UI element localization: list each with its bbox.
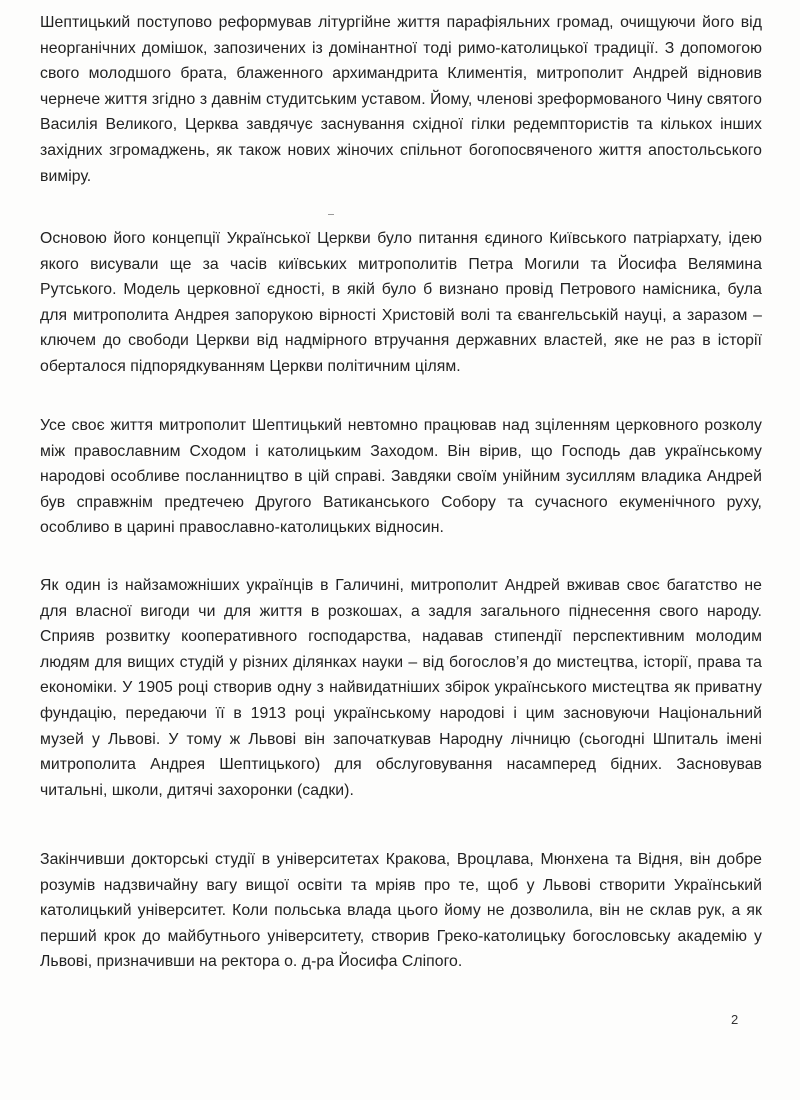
scan-mark bbox=[328, 214, 334, 215]
paragraph-3: Усе своє життя митрополит Шептицький невтомно працював над зціленням церковного розколу між православним Сходом і католицьким Заходом. Він вірив, що Господь дав українському народові особливе посланництво в цій справі. Завдяки своїм унійним зусиллям владика Андрей був справжнім предтечею Другого Ватиканського Собору та сучасного екуменічного руху, особливо в царині православно-католицьких відносин. bbox=[40, 417, 762, 537]
page-number: 2 bbox=[731, 1012, 739, 1027]
paragraph-1: Шептицький поступово реформував літургійне життя парафіяльних громад, очищуючи його від неорганічних домішок, запозичених із домінантної тоді римо-католицької традиції. З допомогою свого молодшого брата, блаженного архимандрита Климентія, митрополит Андрей відновив чернече життя згідно з давнім студитським уставом. Йому, членові зреформованого Чину святого Василія Великого, Церква завдячує заснування східної гілки редемптористів та кількох інших західних згромаджень, як також нових жіночих спільнот богопосвяченого життя апостольського виміру. bbox=[40, 14, 762, 185]
paragraph-5: Закінчивши докторські студії в університетах Кракова, Вроцлава, Мюнхена та Відня, він добре розумів надзвичайну вагу вищої освіти та мріяв про те, щоб у Львові створити Український католицький університет. Коли польська влада цього йому не дозволила, він не склав рук, а як перший крок до майбутнього університету, створив Греко-католицьку богословську академію у Львові, призначивши на ректора о. д-ра Йосифа Сліпого. bbox=[40, 851, 762, 971]
paragraph-4: Як один із найзаможніших українців в Галичині, митрополит Андрей вживав своє багатство не для власної вигоди чи для життя в розкошах, а задля загального піднесення свого народу. Сприяв розвитку кооперативного господарства, надавав стипендії перспективним молодим людям для вищих студій у різних ділянках науки – від богослов’я до мистецтва, історії, права та економіки. У 1905 році створив одну з найвидатніших збірок українського мистецтва як приватну фундацію, передаючи її в 1913 році українському народові і цим засновуючи Національний музей у Львові. У тому ж Львові він започаткував Народну лічницю (сьогодні Шпиталь імені митрополита Андрея Шептицького) для обслуговування насамперед бідних. Засновував читальні, школи, дитячі захоронки (садки). bbox=[40, 577, 762, 799]
paragraph-2: Основою його концепції Української Церкви було питання єдиного Київського патріархату, ідею якого висували ще за часів київських митрополитів Петра Могили та Йосифа Велямина Рутського. Модель церковної єдності, в якій було б визнано провід Петрового намісника, була для митрополита Андрея запорукою вірності Христовій волі та євангельській науці, а заразом – ключем до свободи Церкви від надмірного втручання державних властей, яке не раз в історії оберталося підпорядкуванням Церкви політичним цілям. bbox=[40, 230, 762, 375]
